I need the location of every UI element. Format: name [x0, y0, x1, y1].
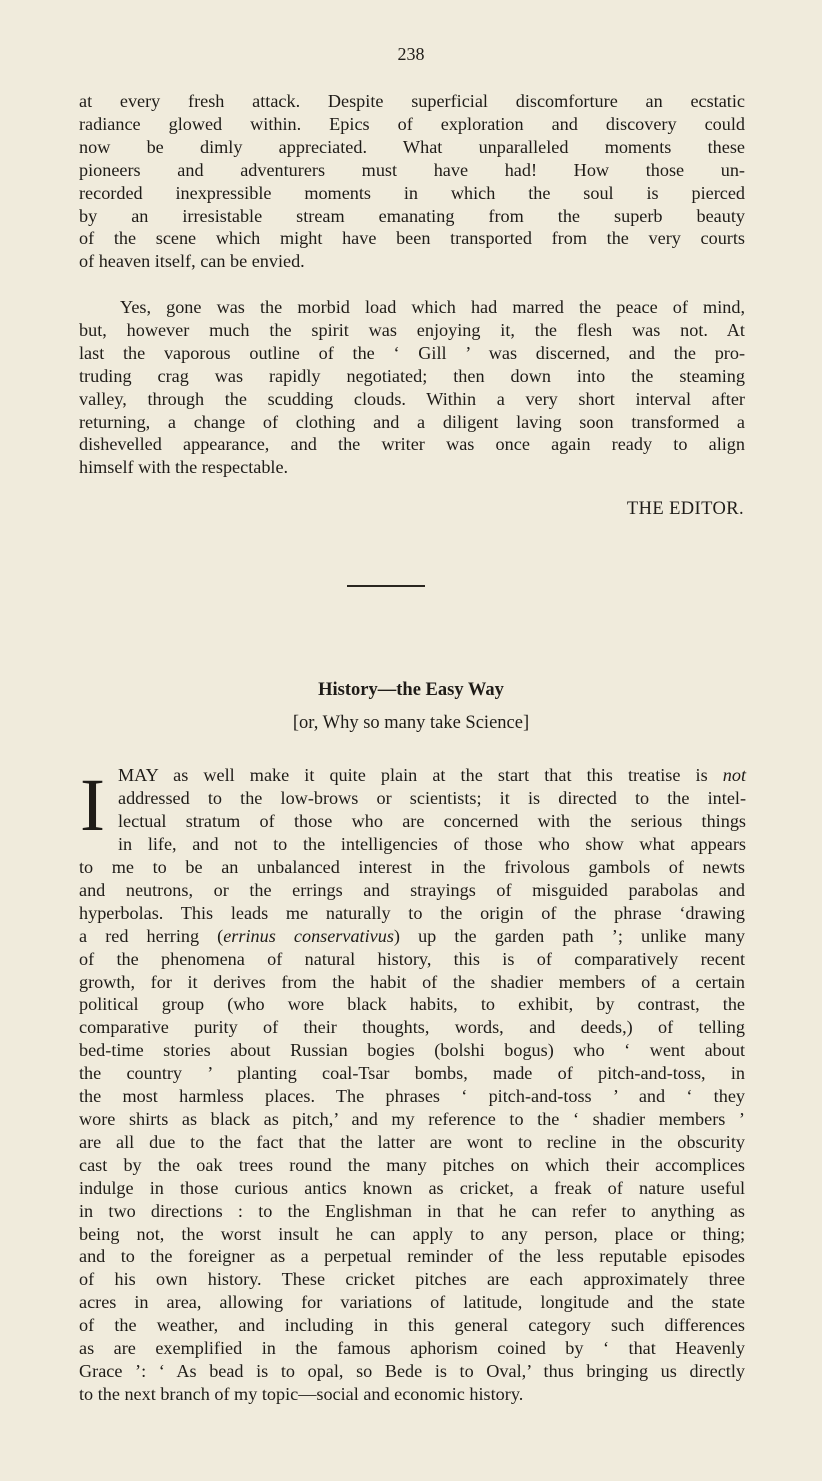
text-line [79, 1383, 745, 1406]
italic-text: not [722, 765, 746, 785]
text-line [79, 1245, 745, 1268]
text-line: recorded inexpressible moments in which the soul is pierced [79, 182, 745, 203]
text-line: of the scene which might have been transported from the very courts [79, 228, 745, 249]
text-line: returning, a change of clothing and a diligent laving soon transformed a [79, 411, 745, 432]
text-run: addressed to the low-brows or scientists; it is directed to the intel- [118, 787, 746, 808]
text-line: but, however much the spirit was enjoying it, the flesh was not. At [79, 319, 745, 340]
text-run: ) up the garden path ’; unlike many [393, 925, 745, 946]
text-line: himself with the respectable. [79, 457, 289, 478]
text-run: acres in area, allowing for variations of latitude, longitude and the state [79, 1292, 745, 1313]
text-run: of his own history. These cricket pitches are each approximately three [79, 1269, 745, 1290]
text-line [79, 1131, 745, 1154]
text-run: in two directions : to the Englishman in that he can refer to anything as [79, 1200, 745, 1221]
text-line [79, 1200, 745, 1223]
text-line [79, 1360, 745, 1383]
text-line [79, 1154, 745, 1177]
text-run: in life, and not to the intelligencies of those who show what appears [118, 833, 746, 854]
text-run: a red herring ( [79, 925, 224, 946]
text-line: dishevelled appearance, and the writer was once again ready to align [79, 434, 745, 455]
article-subtitle: [or, Why so many take Science] [292, 713, 530, 733]
text-run: bed-time stories about Russian bogies (bolshi bogus) who ‘ went about [79, 1040, 745, 1061]
text-line [79, 1016, 745, 1039]
text-run: growth, for it derives from the habit of the shadier members of a certain [79, 971, 745, 992]
text-line [79, 1039, 745, 1062]
text-line [79, 902, 745, 925]
text-line [79, 925, 745, 948]
text-run: and neutrons, or the errings and strayings of misguided parabolas and [79, 879, 745, 900]
text-run: and to the foreigner as a perpetual reminder of the less reputable episodes [79, 1246, 745, 1267]
text-run: the country ’ planting coal-Tsar bombs, made of pitch-and-toss, in [79, 1063, 745, 1084]
text-line [79, 971, 745, 994]
article-body [79, 856, 745, 1406]
text-line [79, 1062, 745, 1085]
text-run: of the weather, and including in this general category such differences [79, 1315, 745, 1336]
text-run: indulge in those curious antics known as cricket, a freak of nature useful [79, 1177, 745, 1198]
text-run: to me to be an unbalanced interest in the frivolous gambols of newts [79, 857, 745, 877]
text-line [79, 856, 745, 879]
text-run: cast by the oak trees round the many pitches on which their accomplices [79, 1154, 745, 1175]
text-line [79, 1337, 745, 1360]
text-line [79, 1268, 745, 1291]
text-line: truding crag was rapidly negotiated; then down into the steaming [79, 365, 745, 386]
text-line: Yes, gone was the morbid load which had marred the peace of mind, [120, 297, 745, 317]
text-run: of the phenomena of natural history, this is of comparatively recent [79, 948, 745, 969]
text-run: Grace ’: ‘ As bead is to opal, so Bede is to Oval,’ thus bringing us directly [79, 1360, 745, 1381]
text-line [79, 1177, 745, 1200]
section-divider [347, 585, 425, 587]
text-run: as are exemplified in the famous aphorism coined by ‘ that Heavenly [79, 1338, 745, 1359]
text-run: being not, the worst insult he can apply to any person, place or thing; [79, 1223, 745, 1244]
text-line: valley, through the scudding clouds. Within a very short interval after [79, 388, 745, 409]
text-line: radiance glowed within. Epics of exploration and discovery could [79, 113, 745, 134]
text-line [118, 787, 746, 810]
text-run: hyperbolas. This leads me naturally to the origin of the phrase ‘drawing [79, 902, 745, 923]
editor-signature: THE EDITOR. [626, 499, 744, 519]
text-line [79, 1314, 745, 1337]
text-line [79, 1108, 745, 1131]
article-title: History—the Easy Way [318, 680, 504, 700]
text-line [79, 948, 745, 971]
text-run: comparative purity of their thoughts, words, and deeds,) of telling [79, 1017, 745, 1038]
text-line: at every fresh attack. Despite superficial discomforture an ecstatic [79, 91, 745, 111]
text-run: MAY as well make it quite plain at the start that this treatise is [118, 765, 723, 785]
text-line [79, 879, 745, 902]
text-line [79, 1085, 745, 1108]
text-line [79, 993, 745, 1016]
italic-text: errinus conservativus [223, 925, 394, 946]
text-line [118, 833, 746, 856]
text-line [118, 810, 746, 833]
text-line: last the vaporous outline of the ‘ Gill ’ was discerned, and the pro- [79, 342, 745, 363]
article-opening-lines [118, 764, 746, 856]
text-line [118, 764, 746, 787]
text-run: political group (who wore black habits, to exhibit, by contrast, the [79, 994, 745, 1015]
text-line: by an irresistable stream emanating from the superb beauty [79, 205, 745, 226]
paragraph-1 [79, 90, 745, 273]
paragraph-2 [79, 296, 745, 479]
text-run: the most harmless places. The phrases ‘ pitch-and-toss ’ and ‘ they [79, 1086, 745, 1107]
text-line: of heaven itself, can be envied. [79, 251, 305, 272]
text-run: lectual stratum of those who are concerned with the serious things [118, 810, 746, 831]
page-number: 238 [397, 44, 425, 64]
text-run: to the next branch of my topic—social and economic history. [79, 1383, 524, 1404]
text-line: now be dimly appreciated. What unparalleled moments these [79, 136, 745, 157]
text-line [79, 1223, 745, 1246]
text-line [79, 1291, 745, 1314]
text-run: wore shirts as black as pitch,’ and my reference to the ‘ shadier members ’ [79, 1108, 745, 1129]
drop-cap: I [80, 764, 105, 847]
text-run: are all due to the fact that the latter are wont to recline in the obscurity [79, 1131, 745, 1152]
text-line: pioneers and adventurers must have had! How those un- [79, 159, 745, 180]
